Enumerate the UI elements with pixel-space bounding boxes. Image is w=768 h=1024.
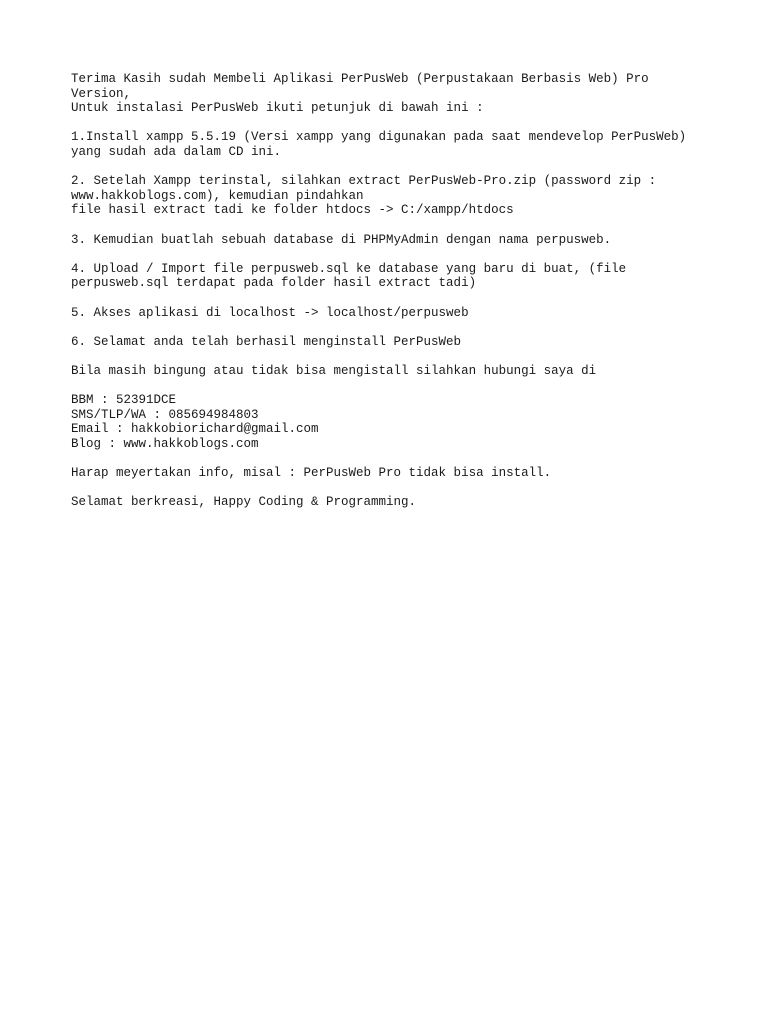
text-line: yang sudah ada dalam CD ini.: [71, 144, 282, 159]
step-3-paragraph: [71, 233, 711, 248]
document-body: [71, 72, 711, 524]
step-1-paragraph: [71, 130, 711, 159]
step-4-paragraph: [71, 262, 711, 291]
text-line: 6. Selamat anda telah berhasil menginstall PerPusWeb: [71, 334, 462, 349]
text-line: 3. Kemudian buatlah sebuah database di PHPMyAdmin dengan nama perpusweb.: [71, 232, 612, 247]
text-line: 2. Setelah Xampp terinstal, silahkan extract PerPusWeb-Pro.zip (password zip :: [71, 174, 657, 189]
text-line: Terima Kasih sudah Membeli Aplikasi PerPusWeb (Perpustakaan Berbasis Web) Pro: [71, 72, 649, 86]
step-6-paragraph: [71, 335, 711, 350]
text-line: Untuk instalasi PerPusWeb ikuti petunjuk di bawah ini :: [71, 101, 484, 116]
text-line: Bila masih bingung atau tidak bisa mengistall silahkan hubungi saya di: [71, 363, 597, 378]
contacts-paragraph: [71, 393, 711, 451]
text-line: Version,: [71, 86, 132, 101]
text-line: 4. Upload / Import file perpusweb.sql ke database yang baru di buat, (file: [71, 261, 627, 276]
contact-bbm: BBM : 52391DCE: [71, 393, 177, 408]
contact-email: Email : hakkobiorichard@gmail.com: [71, 422, 319, 437]
intro-paragraph: [71, 72, 711, 116]
contact-phone: SMS/TLP/WA : 085694984803: [71, 407, 259, 422]
text-line: www.hakkoblogs.com), kemudian pindahkan: [71, 188, 364, 203]
text-line: 1.Install xampp 5.5.19 (Versi xampp yang digunakan pada saat mendevelop PerPusWeb): [71, 130, 687, 145]
text-line: perpusweb.sql terdapat pada folder hasil extract tadi): [71, 276, 477, 291]
text-line: 5. Akses aplikasi di localhost -> localhost/perpusweb: [71, 305, 469, 320]
step-5-paragraph: [71, 306, 711, 321]
closing-paragraph: [71, 495, 711, 510]
text-line: file hasil extract tadi ke folder htdocs -> C:/xampp/htdocs: [71, 203, 514, 218]
text-line: Harap meyertakan info, misal : PerPusWeb Pro tidak bisa install.: [71, 466, 552, 481]
note-paragraph: [71, 466, 711, 481]
step-2-paragraph: [71, 174, 711, 218]
text-line: Selamat berkreasi, Happy Coding & Programming.: [71, 495, 417, 510]
contact-blog: Blog : www.hakkoblogs.com: [71, 436, 259, 451]
contact-intro-paragraph: [71, 364, 711, 379]
